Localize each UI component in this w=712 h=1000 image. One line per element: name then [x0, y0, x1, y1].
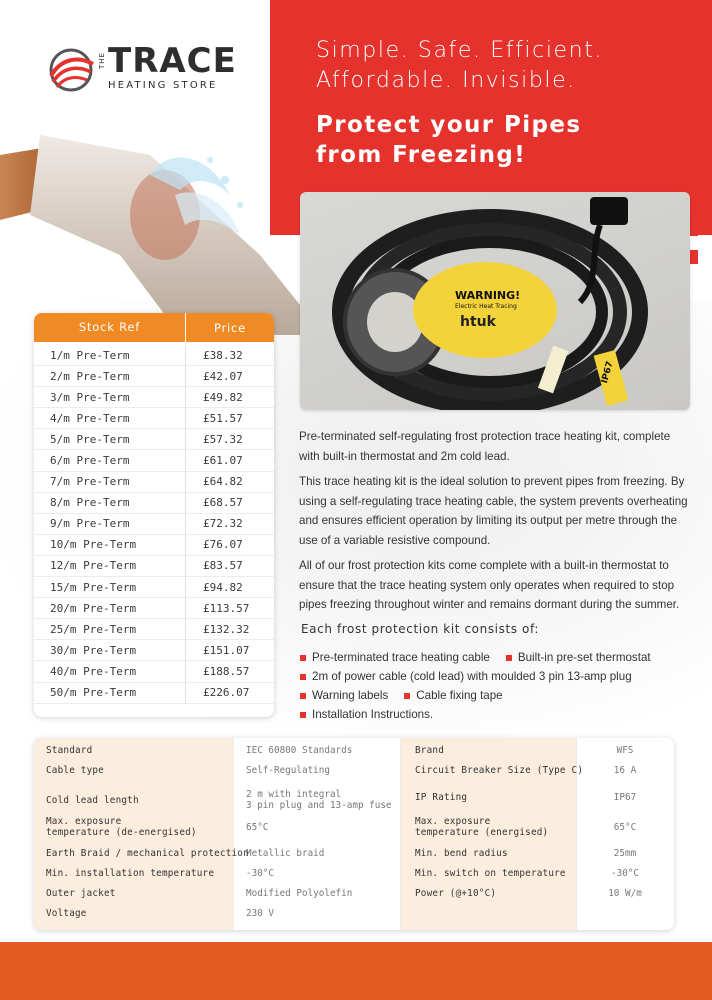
footer-band: [0, 942, 712, 1000]
spec-value: 25mm: [613, 848, 637, 859]
spec-value: WFS: [616, 745, 634, 756]
spec-label: Min. bend radius: [415, 848, 508, 859]
price-cell: £132.32: [186, 619, 274, 640]
price-cell: £188.57: [186, 661, 274, 682]
spec-value: 65°C: [613, 822, 637, 833]
table-row: [34, 683, 274, 704]
spec-divider: [400, 738, 401, 930]
spec-label: Power (@+10°C): [415, 888, 497, 899]
bullet-square-icon: [404, 693, 410, 699]
spec-label: Max. exposure temperature (energised): [415, 816, 549, 838]
list-item: [300, 689, 388, 702]
spec-value: -30°C: [246, 868, 274, 879]
list-item: [300, 670, 632, 683]
spec-label: Voltage: [46, 908, 87, 919]
spec-label: Max. exposure temperature (de-energised): [46, 816, 197, 838]
tagline-line-1: Simple. Safe. Efficient.: [316, 38, 604, 63]
description-paragraph-3: All of our frost protection kits come complete with a built-in thermostat to ensure that the trace heating system only operates when required to stop pipes freezing throughout winter and remains dormant during the summer.: [299, 559, 680, 611]
table-row: [34, 493, 274, 514]
price-cell: £64.82: [186, 472, 274, 493]
spec-value: -30°C: [611, 868, 639, 879]
logo-wordmark: TRACE: [108, 41, 237, 81]
spec-label: Earth Braid / mechanical protection: [46, 848, 249, 859]
spec-value: IP67: [613, 792, 637, 803]
stock-ref-cell: 10/m Pre-Term: [34, 535, 186, 556]
table-row: [34, 387, 274, 408]
stock-ref-cell: 9/m Pre-Term: [34, 514, 186, 535]
table-row: [34, 661, 274, 682]
stock-ref-cell: 4/m Pre-Term: [34, 408, 186, 429]
spec-value: 230 V: [246, 908, 274, 919]
stock-ref-cell: 50/m Pre-Term: [34, 683, 186, 704]
spec-value: 65°C: [246, 822, 269, 833]
spec-label: IP Rating: [415, 792, 468, 803]
spec-value: 10 W/m: [608, 888, 642, 899]
tagline: [316, 36, 696, 96]
list-item-text: Built-in pre-set thermostat: [517, 651, 651, 664]
table-row: [34, 366, 274, 387]
table-row: [34, 619, 274, 640]
stock-ref-cell: 2/m Pre-Term: [34, 366, 186, 387]
price-cell: £83.57: [186, 556, 274, 577]
table-row: [34, 577, 274, 598]
price-table: [34, 313, 274, 717]
frozen-pipe-image: [0, 135, 300, 335]
list-item-text: Cable fixing tape: [416, 689, 503, 702]
header-price: Price: [213, 320, 247, 335]
stock-ref-cell: 3/m Pre-Term: [34, 387, 186, 408]
stock-ref-cell: 5/m Pre-Term: [34, 429, 186, 450]
price-cell: £68.57: [186, 493, 274, 514]
table-row: [34, 472, 274, 493]
price-cell: £57.32: [186, 429, 274, 450]
table-row: [34, 345, 274, 366]
spec-label: Cable type: [46, 765, 104, 776]
tagline-line-2: Affordable. Invisible.: [316, 68, 576, 93]
price-cell: £61.07: [186, 450, 274, 471]
ip67-label: IP67: [600, 360, 616, 385]
header-stock-ref: Stock Ref: [34, 313, 186, 342]
stock-ref-cell: 8/m Pre-Term: [34, 493, 186, 514]
spec-label: Standard: [46, 745, 93, 756]
spec-label: Min. switch on temperature: [415, 868, 566, 879]
kit-contents-title: Each frost protection kit consists of:: [301, 622, 540, 636]
stock-ref-cell: 1/m Pre-Term: [34, 345, 186, 366]
kit-contents-list: [300, 648, 692, 724]
brand-logo[interactable]: [45, 42, 245, 102]
bullet-square-icon: [300, 712, 306, 718]
warning-label-title: WARNING!: [455, 289, 521, 302]
spec-label: Min. installation temperature: [46, 868, 215, 879]
htuk-logo: htuk: [460, 314, 496, 330]
price-cell: £49.82: [186, 387, 274, 408]
bullet-square-icon: [300, 674, 306, 680]
stock-ref-cell: 25/m Pre-Term: [34, 619, 186, 640]
price-table-body: [34, 342, 274, 704]
logo-subtitle: HEATING STORE: [108, 80, 218, 91]
spec-value: IEC 60800 Standards: [246, 745, 353, 756]
description-paragraph-1: Pre-terminated self-regulating frost protection trace heating kit, complete with built-in thermostat and 2m cold lead.: [299, 430, 671, 463]
bullet-square-icon: [300, 655, 306, 661]
price-table-header: [34, 313, 274, 342]
table-row: [34, 598, 274, 619]
headline-line-1: Protect your Pipes: [316, 112, 582, 138]
spec-label: Outer jacket: [46, 888, 116, 899]
specification-table: [34, 738, 674, 930]
list-item-text: Warning labels: [312, 689, 389, 702]
table-row: [34, 535, 274, 556]
table-row: [34, 556, 274, 577]
table-row: [34, 514, 274, 535]
table-row: [34, 640, 274, 661]
price-cell: £113.57: [186, 598, 274, 619]
spec-label: Brand: [415, 745, 444, 756]
checker-square: [698, 208, 712, 222]
spec-value: Self-Regulating: [246, 765, 330, 776]
spec-divider: [233, 738, 234, 930]
spec-value: 16 A: [613, 765, 637, 776]
price-cell: £226.07: [186, 683, 274, 704]
bullet-square-icon: [300, 693, 306, 699]
list-item-text: 2m of power cable (cold lead) with moulded 3 pin 13-amp plug: [312, 670, 632, 683]
price-cell: £94.82: [186, 577, 274, 598]
stock-ref-cell: 6/m Pre-Term: [34, 450, 186, 471]
table-row: [34, 429, 274, 450]
price-cell: £38.32: [186, 345, 274, 366]
spec-label: Circuit Breaker Size (Type C): [415, 765, 584, 776]
price-cell: £76.07: [186, 535, 274, 556]
logo-the: THE: [98, 52, 106, 69]
table-row: [34, 450, 274, 471]
stock-ref-cell: 20/m Pre-Term: [34, 598, 186, 619]
bullet-square-icon: [506, 655, 512, 661]
list-item-text: Pre-terminated trace heating cable: [312, 651, 490, 664]
price-cell: £151.07: [186, 640, 274, 661]
table-row: [34, 408, 274, 429]
warning-label-subtitle: Electric Heat Tracing: [455, 303, 517, 310]
price-cell: £42.07: [186, 366, 274, 387]
flame-swirl-icon: [45, 44, 97, 96]
stock-ref-cell: 7/m Pre-Term: [34, 472, 186, 493]
stock-ref-cell: 12/m Pre-Term: [34, 556, 186, 577]
list-item: [300, 651, 490, 664]
spec-value: 2 m with integral 3 pin plug and 13-amp fuse: [246, 789, 392, 811]
list-item-text: Installation Instructions.: [312, 708, 434, 721]
headline-line-2: from Freezing!: [316, 142, 527, 168]
spec-value: Modified Polyolefin: [246, 888, 353, 899]
spec-value: Metallic braid: [246, 848, 325, 859]
list-item: [506, 651, 651, 664]
stock-ref-cell: 15/m Pre-Term: [34, 577, 186, 598]
stock-ref-cell: 30/m Pre-Term: [34, 640, 186, 661]
stock-ref-cell: 40/m Pre-Term: [34, 661, 186, 682]
list-item: [300, 708, 433, 721]
price-cell: £51.57: [186, 408, 274, 429]
page-headline: [316, 110, 696, 170]
description-paragraph-2: This trace heating kit is the ideal solution to prevent pipes from freezing. By using a self-regulating trace heating cable, the system prevents overheating and ensures efficient operation by limiting its output per metre through the use of a variable resistive compound.: [299, 475, 688, 547]
price-cell: £72.32: [186, 514, 274, 535]
spec-label: Cold lead length: [46, 795, 139, 806]
product-photo: [300, 192, 690, 410]
list-item: [404, 689, 502, 702]
